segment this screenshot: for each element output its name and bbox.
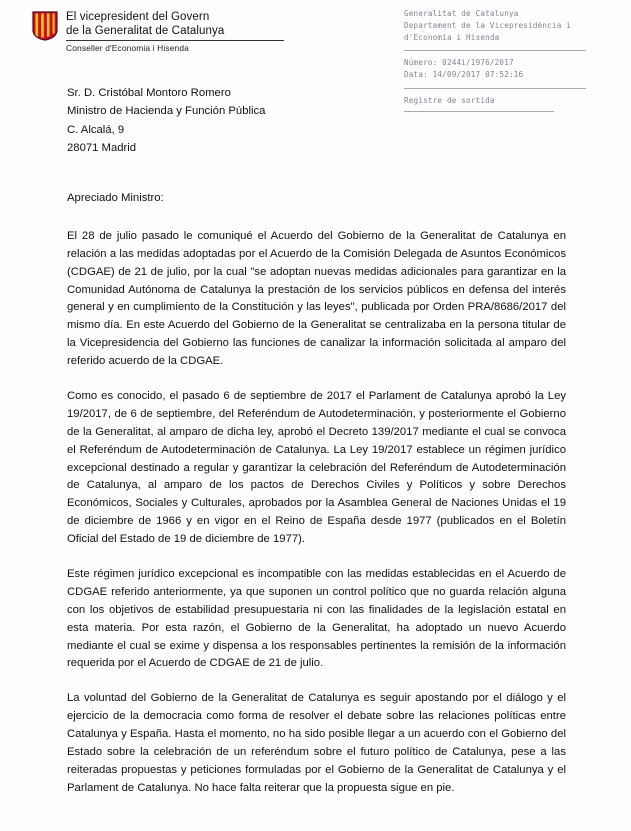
paragraph: Como es conocido, el pasado 6 de septiembre de 2017 el Parlament de Catalunya aprobó la Ley 19/2017, de 6 de septiembre, del Referéndum de Autodeterminación, y posteriormente el Gobierno de la Generalitat, al amparo de dicha ley, aprobó el Decreto 139/2017 mediante el cual se convoca el Referéndum de Autodeterminación de Catalunya. La Ley 19/2017 establece un régimen jurídico excepcional destinado a regular y garantizar la celebración del Referéndum de Autodeterminación de Catalunya, al amparo de los pactos de Derechos Civiles y Políticos y sobre Derechos Económicos, Sociales y Culturales, aprobados por la Asamblea General de Naciones Unidas el 19 de diciembre de 1966 y en vigor en el Reino de España desde 1977 (publicados en el Boletín Oficial del Estado de 19 de diciembre de 1977). bbox=[67, 390, 566, 546]
addressee-street: C. Alcalá, 9 bbox=[67, 123, 125, 136]
letterhead-divider bbox=[66, 40, 284, 41]
letterhead bbox=[32, 10, 342, 53]
stamp-divider-bottom bbox=[404, 111, 554, 112]
stamp-organization bbox=[404, 8, 600, 43]
stamp-org-line-1: Generalitat de Catalunya bbox=[404, 9, 519, 18]
catalonia-coat-of-arms-icon bbox=[32, 11, 58, 41]
registry-stamp bbox=[404, 8, 600, 118]
paragraph: La voluntad del Gobierno de la Generalitat de Catalunya es seguir apostando por el diálogo y el ejercicio de la democracia como forma de resolver el debate sobre las relaciones políticas entre Catalunya y España. Hasta el momento, no ha sido posible llegar a un acuerdo con el Gobierno del Estado sobre la celebración de un referéndum sobre el futuro político de Catalunya, pese a las reiteradas propuestas y peticiones formuladas por el Gobierno de la Generalitat de Catalunya y el Parlament de Catalunya. No hace falta reiterar que la propuesta sigue en pie. bbox=[67, 692, 566, 794]
paragraph: El 28 de julio pasado le comuniqué el Acuerdo del Gobierno de la Generalitat de Catalunya en relación a las medidas adoptadas por el Acuerdo de la Comisión Delegada de Asuntos Económicos (CDGAE) de 21 de julio, por la cual "se adoptan nuevas medidas adicionales para garantizar en la Comunidad Autónoma de Catalunya la prestación de los servicios públicos en defensa del interés general y en cumplimiento de la Constitución y las leyes", publicada por Orden PRA/8686/2017 del mismo día. En este Acuerdo del Gobierno de la Generalitat se centralizaba en la persona titular de la Vicepresidencia del Gobierno las funciones de canalizar la información solicitada al amparo del referido acuerdo de la CDGAE. bbox=[67, 229, 566, 368]
stamp-number: Número: 0244i/1976/2017 bbox=[404, 58, 514, 68]
stamp-reference bbox=[404, 57, 600, 81]
letterhead-line-3: Conseller d'Economia i Hisenda bbox=[66, 43, 189, 54]
salutation: Apreciado Ministro: bbox=[67, 192, 164, 204]
stamp-registry-label: Registre de sortida bbox=[404, 95, 495, 105]
stamp-divider-middle bbox=[404, 88, 586, 89]
paragraph: Este régimen jurídico excepcional es incompatible con las medidas establecidas en el Acuerdo de CDGAE referido anteriormente, ya que suponen un control político que no guarda relación alguna con los objetivos de estabilidad presupuestaria ni con las finalidades de la legislación estatal en esta materia. Por esta razón, el Gobierno de la Generalitat, ha adoptado un nuevo Acuerdo mediante el cual se exime y dispensa a los responsables pertinentes la remisión de la información requerida por el Acuerdo de CDGAE de 21 de julio. bbox=[67, 568, 566, 670]
addressee-block bbox=[67, 84, 265, 157]
addressee-city: 28071 Madrid bbox=[67, 141, 137, 154]
stamp-date: Data: 14/09/2017 07:52:16 bbox=[404, 70, 524, 80]
addressee-name: Sr. D. Cristóbal Montoro Romero bbox=[67, 87, 231, 99]
stamp-org-line-3: d'Economia i Hisenda bbox=[404, 32, 500, 42]
letterhead-line-1: El vicepresident del Govern bbox=[66, 11, 210, 23]
addressee-title: Ministro de Hacienda y Función Pública bbox=[67, 105, 266, 118]
letterhead-line-2: de la Generalitat de Catalunya bbox=[66, 25, 225, 38]
stamp-org-line-2: Departament de la Vicepresidència i bbox=[404, 20, 572, 30]
letter-body bbox=[67, 190, 566, 798]
stamp-divider-top bbox=[404, 50, 586, 51]
